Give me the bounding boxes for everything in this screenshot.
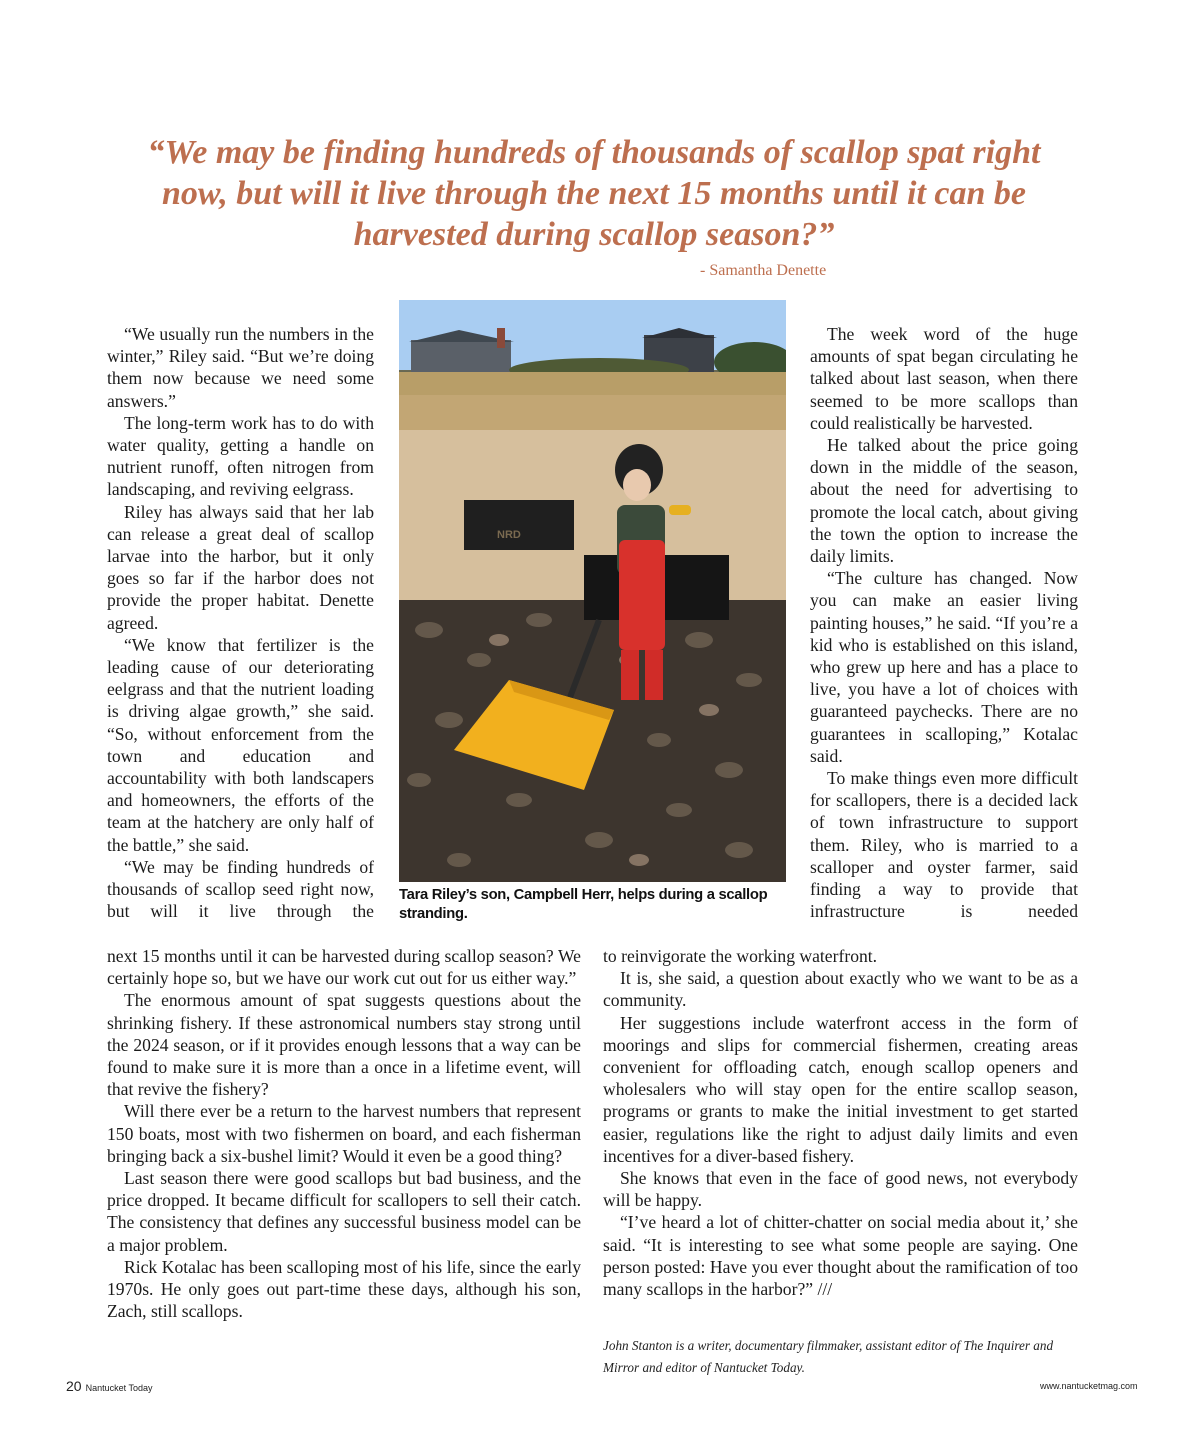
paragraph: “The culture has changed. Now you can make an easier living painting houses,” he said. “If you’re a kid who is established on this island, who grew up here and has a place to live, you have a lot of choices with guaranteed paychecks. There are no guarantees in scalloping,” Kotalac said.	[810, 568, 1078, 766]
publication-name: Nantucket Today	[85, 1383, 153, 1393]
author-bio: John Stanton is a writer, documentary filmmaker, assistant editor of The Inquirer and Mirror and editor of Nantucket Today.	[603, 1338, 1054, 1375]
paragraph: next 15 months until it can be harvested during scallop season? We certainly hope so, but we have our work cut out for us either way.”	[107, 946, 581, 989]
paragraph: It is, she said, a question about exactly who we want to be as a community.	[603, 968, 1078, 1011]
paragraph: Rick Kotalac has been scalloping most of his life, since the early 1970s. He only goes out part-time these days, although his son, Zach, still scallops.	[107, 1256, 581, 1322]
page-footer-left	[66, 1378, 152, 1396]
paragraph: to reinvigorate the working waterfront.	[603, 946, 878, 966]
column-left-top	[107, 323, 374, 922]
paragraph: “We may be finding hundreds of thousands of scallop seed right now, but will it live through the	[107, 856, 374, 922]
pull-quote: “We may be finding hundreds of thousands of scallop spat right now, but will it live through the next 15 months until it can be harvested during scallop season?”	[147, 134, 1041, 253]
paragraph: She knows that even in the face of good news, not everybody will be happy.	[603, 1168, 1078, 1211]
svg-text:NRD: NRD	[497, 529, 521, 541]
paragraph: Riley has always said that her lab can release a great deal of scallop larvae into the harbor, but it only goes so far if the harbor does not provide the proper habitat. Denette agreed.	[107, 501, 374, 633]
paragraph: Last season there were good scallops but bad business, and the price dropped. It became difficult for scallopers to sell their catch. The consistency that defines any successful business model can be a major problem.	[107, 1168, 581, 1255]
paragraph: Her suggestions include waterfront access in the form of moorings and slips for commercial fishermen, creating areas convenient for offloading catch, enough scallop openers and wholesalers who will stay open for the entire scallop season, programs or grants to make the initial investment to get started easier, regulations like the right to adjust daily limits and even incentives for a diver-based fishery.	[603, 1012, 1078, 1166]
crate-left	[464, 500, 574, 550]
paragraph: The enormous amount of spat suggests questions about the shrinking fishery. If these astronomical numbers stay strong until the 2024 season, or if it provides enough lessons that a way can be found to make sure it is more than a once in a lifetime event, will that revive the fishery?	[107, 990, 581, 1100]
scallop-stranding-photo	[399, 300, 786, 882]
photo-illustration	[399, 300, 786, 882]
paragraph: “We know that fertilizer is the leading cause of our deteriorating eelgrass and that the nutrient loading is driving algae growth,” she said. “So, without enforcement from the town and education and accountability with both landscapers and homeowners, the efforts of the team at the hatchery are only half of the battle,” she said.	[107, 634, 374, 855]
paragraph: To make things even more difficult for scallopers, there is a decided lack of town infrastructure to support them. Riley, who is married to a scalloper and oyster farmer, said finding a way to provide that infrastructure is needed	[810, 768, 1078, 922]
paragraph: He talked about the price going down in the middle of the season, about the need for advertising to promote the local catch, about giving the town the option to increase the daily limits.	[810, 435, 1078, 567]
column-right-bottom	[603, 945, 1078, 1300]
paragraph: “I’ve heard a lot of chitter-chatter on social media about it,’ she said. “It is interesting to see what some people are saying. One person posted: Have you ever thought about the ramification of too many scallops in the harbor?” ///	[603, 1212, 1078, 1300]
paragraph: The long-term work has to do with water quality, getting a handle on nutrient runoff, often nitrogen from landscaping, and reviving eelgrass.	[107, 412, 374, 500]
page-number: 20	[66, 1378, 82, 1394]
website-url[interactable]: www.nantucketmag.com	[1040, 1381, 1138, 1391]
column-left-bottom	[107, 945, 581, 1322]
pull-quote-attribution: - Samantha Denette	[700, 262, 827, 279]
paragraph: Will there ever be a return to the harvest numbers that represent 150 boats, most with two fishermen on board, and each fisherman bringing back a six-bushel limit? Would it even be a good thing?	[107, 1101, 581, 1166]
paragraph: The week word of the huge amounts of spat began circulating he talked about last season, when there seemed to be more scallops than could realistically be harvested.	[810, 324, 1078, 433]
column-right-top	[810, 323, 1078, 922]
paragraph: “We usually run the numbers in the winter,” Riley said. “But we’re doing them now because we need some answers.”	[107, 324, 374, 411]
photo-caption: Tara Riley’s son, Campbell Herr, helps during a scallop stranding.	[399, 887, 768, 922]
